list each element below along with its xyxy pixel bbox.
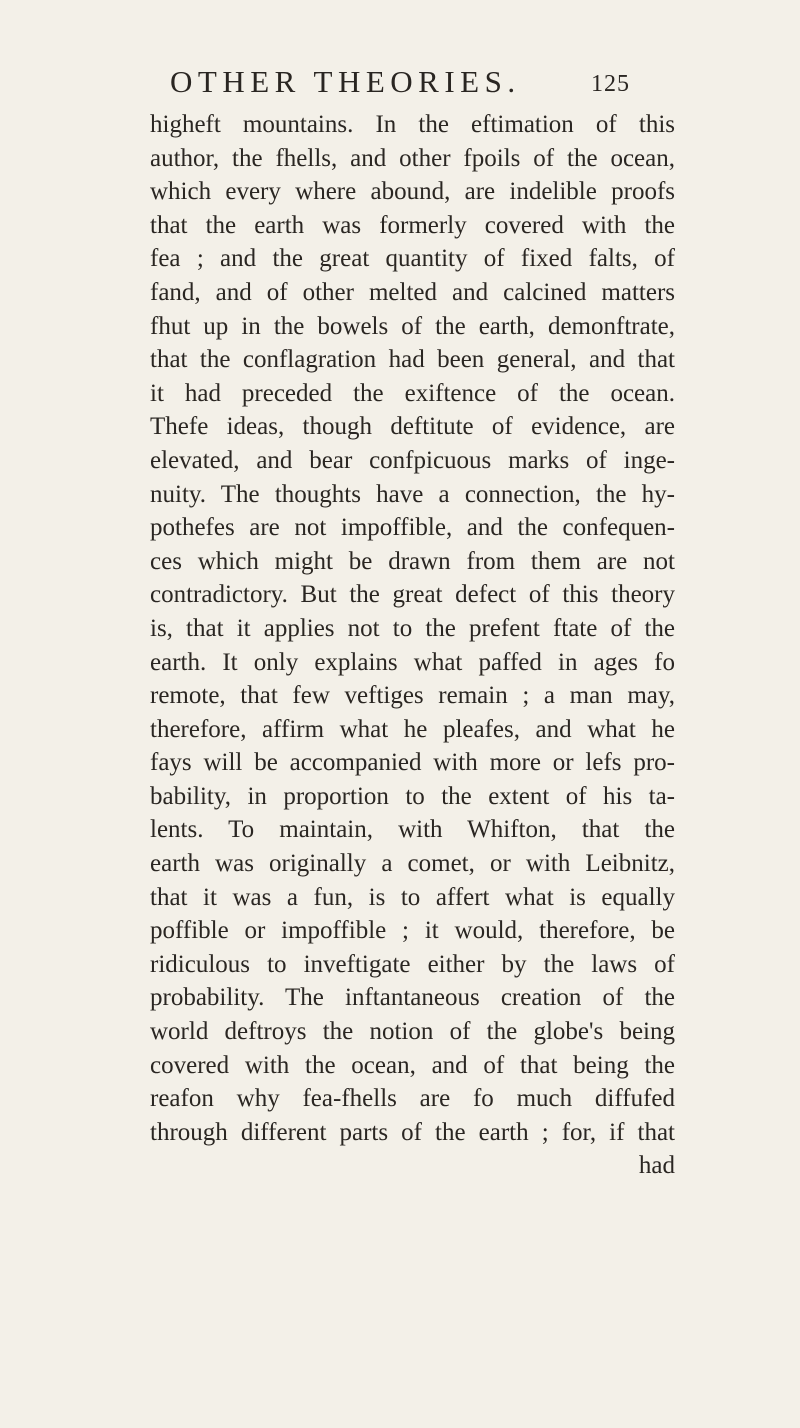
text-line: that the conflagration had been general, and that (150, 346, 675, 374)
text-line: pothefes are not impoffible, and the confequen- (150, 514, 675, 542)
text-line: it had preceded the exiftence of the ocean. (150, 379, 675, 407)
text-line: that the earth was formerly covered with the (150, 211, 675, 239)
page-number: 125 (591, 71, 630, 97)
catchword: had (638, 1152, 675, 1180)
text-line: fand, and of other melted and calcined matters (150, 278, 675, 306)
text-line: reafon why fea-fhells are fo much diffufed (150, 1085, 675, 1113)
text-line: elevated, and bear confpicuous marks of inge- (150, 446, 675, 474)
body-text (150, 108, 675, 1183)
text-line: earth was originally a comet, or with Leibnitz, (150, 850, 675, 878)
text-line: ridiculous to inveftigate either by the laws of (150, 950, 675, 978)
text-line: fays will be accompanied with more or lefs pro- (150, 749, 675, 777)
text-line: probability. The inftantaneous creation of the (150, 984, 675, 1012)
text-line: therefore, affirm what he pleafes, and what he (150, 715, 675, 743)
text-line: bability, in proportion to the extent of his ta- (150, 782, 675, 810)
text-line: nuity. The thoughts have a connection, the hy- (150, 480, 675, 508)
text-line: ces which might be drawn from them are not (150, 547, 675, 575)
text-line: world deftroys the notion of the globe's being (150, 1018, 675, 1046)
text-line: that it was a fun, is to affert what is equally (150, 883, 675, 911)
text-line: which every where abound, are indelible proofs (150, 178, 675, 206)
page-header (170, 62, 630, 102)
text-line: fhut up in the bowels of the earth, demonftrate, (150, 312, 675, 340)
text-line: higheft mountains. In the eftimation of this (150, 111, 675, 138)
text-line: earth. It only explains what paffed in ages fo (150, 648, 675, 676)
text-line: poffible or impoffible ; it would, therefore, be (150, 917, 675, 945)
text-line: is, that it applies not to the prefent ftate of the (150, 614, 675, 642)
text-line: through different parts of the earth ; for, if that (150, 1118, 675, 1146)
text-line: lents. To maintain, with Whifton, that the (150, 816, 675, 844)
running-head: OTHER THEORIES. (170, 64, 521, 99)
text-line: covered with the ocean, and of that being the (150, 1051, 675, 1079)
text-line: remote, that few veftiges remain ; a man may, (150, 682, 675, 710)
text-line: contradictory. But the great defect of this theory (150, 581, 675, 609)
text-line: Thefe ideas, though deftitute of evidence, are (150, 413, 675, 441)
text-line: fea ; and the great quantity of fixed falts, of (150, 245, 675, 273)
text-line: author, the fhells, and other fpoils of the ocean, (150, 144, 675, 172)
